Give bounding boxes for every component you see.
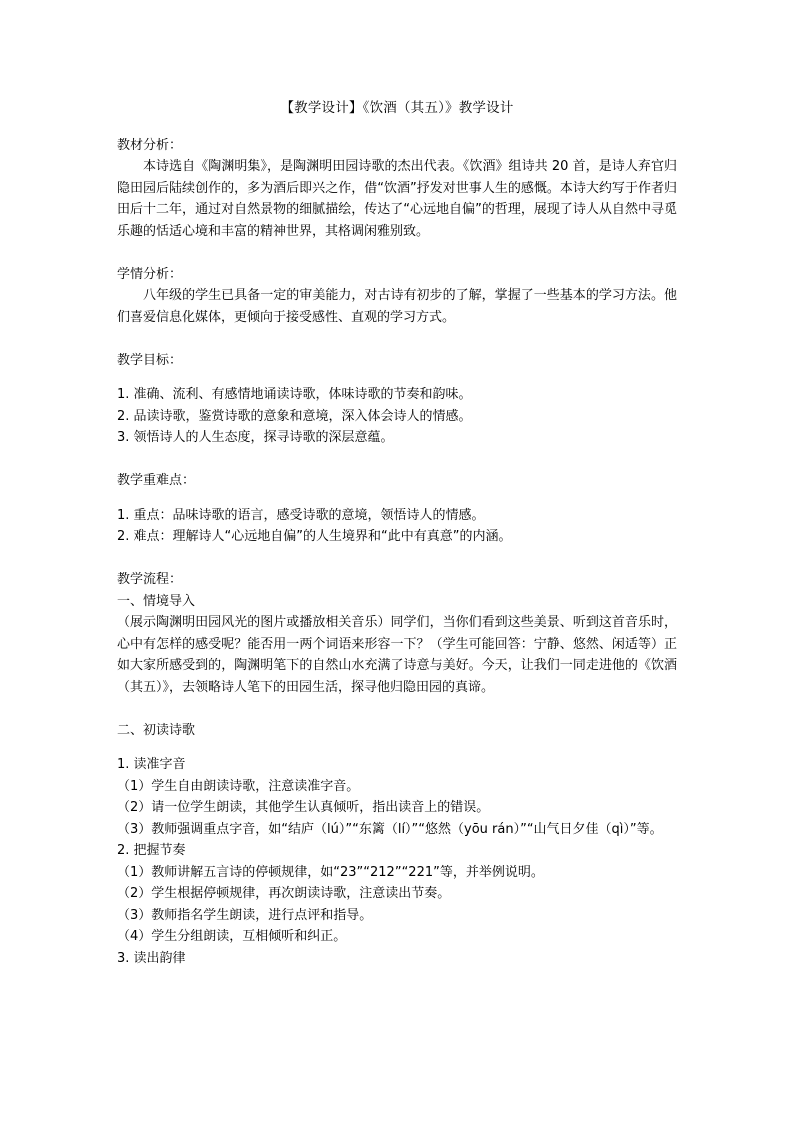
document-page (117, 98, 677, 969)
spacer (117, 698, 677, 720)
sub2-item: （4）学生分组朗读，互相倾听和纠正。 (117, 929, 347, 944)
material-paragraph: 本诗选自《陶渊明集》，是陶渊明田园诗歌的杰出代表。《饮酒》组诗共 20 首，是诗人弃官归隐田园后陆续创作的，多为酒后即兴之作，借“饮酒”抒发对世事人生的感慨。本诗大约写于作者归田后十二年，通过对自然景物的细腻描绘，传达了“心远地自偏”的哲理，展现了诗人从自然中寻觅乐趣的恬适心境和丰富的精神世界，其格调闲雅别致。 (117, 159, 677, 239)
goal-item: 3. 领悟诗人的人生态度，探寻诗歌的深层意蕴。 (117, 430, 394, 445)
spacer (117, 492, 677, 505)
spacer (117, 449, 677, 471)
goals-heading: 教学目标： (117, 352, 183, 368)
goal-item: 2. 品读诗歌，鉴赏诗歌的意象和意境，深入体会诗人的情感。 (117, 408, 472, 424)
keypoints-heading: 教学重难点： (117, 473, 196, 488)
sub2-item: （2）学生根据停顿规律，再次朗读诗歌，注意读出节奏。 (117, 886, 451, 901)
sub1-item: （1）学生自由朗读诗歌，注意读准字音。 (117, 778, 360, 794)
section2-title: 二、初读诗歌 (117, 722, 196, 738)
sub2-item: （3）教师指名学生朗读，进行点评和指导。 (117, 907, 373, 923)
spacer (117, 328, 677, 350)
spacer (117, 371, 677, 384)
document-title: 【教学设计】《饮酒（其五）》教学设计 (280, 100, 514, 116)
spacer (117, 741, 677, 754)
spacer (117, 548, 677, 570)
sub3-title: 3. 读出韵律 (117, 950, 186, 966)
sub2-item: （1）教师讲解五言诗的停顿规律，如“23”“212”“221”等，并举例说明。 (117, 864, 544, 880)
sub1-title: 1. 读准字音 (117, 757, 186, 772)
process-heading: 教学流程： (117, 572, 183, 587)
sub1-item: （3）教师强调重点字音，如“结庐（lú）”“东篱（lí）”“悠然（yōu rán）”“山气日夕佳（qì）”等。 (117, 821, 663, 837)
section1-title: 一、情境导入 (117, 593, 196, 609)
spacer (117, 242, 677, 264)
keypoint-item: 2. 难点：理解诗人“心远地自偏”的人生境界和“此中有真意”的内涵。 (117, 529, 512, 544)
students-paragraph: 八年级的学生已具备一定的审美能力，对古诗有初步的了解，掌握了一些基本的学习方法。他们喜爱信息化媒体，更倾向于接受感性、直观的学习方式。 (117, 288, 677, 325)
students-heading: 学情分析： (117, 266, 183, 282)
material-heading: 教材分析： (117, 137, 183, 153)
sub2-title: 2. 把握节奏 (117, 843, 186, 858)
goal-item: 1. 准确、流利、有感情地诵读诗歌，体味诗歌的节奏和韵味。 (117, 387, 472, 402)
keypoint-item: 1. 重点：品味诗歌的语言，感受诗歌的意境，领悟诗人的情感。 (117, 507, 485, 523)
sub1-item: （2）请一位学生朗读，其他学生认真倾听，指出读音上的错误。 (117, 800, 490, 815)
section1-paragraph: （展示陶渊明田园风光的图片或播放相关音乐）同学们，当你们看到这些美景、听到这首音乐时，心中有怎样的感受呢？能否用一两个词语来形容一下？（学生可能回答：宁静、悠然、闲适等）正如大家所感受到的，陶渊明笔下的自然山水充满了诗意与美好。今天，让我们一同走进他的《饮酒（其五）》，去领略诗人笔下的田园生活，探寻他归隐田园的真谛。 (117, 615, 677, 695)
